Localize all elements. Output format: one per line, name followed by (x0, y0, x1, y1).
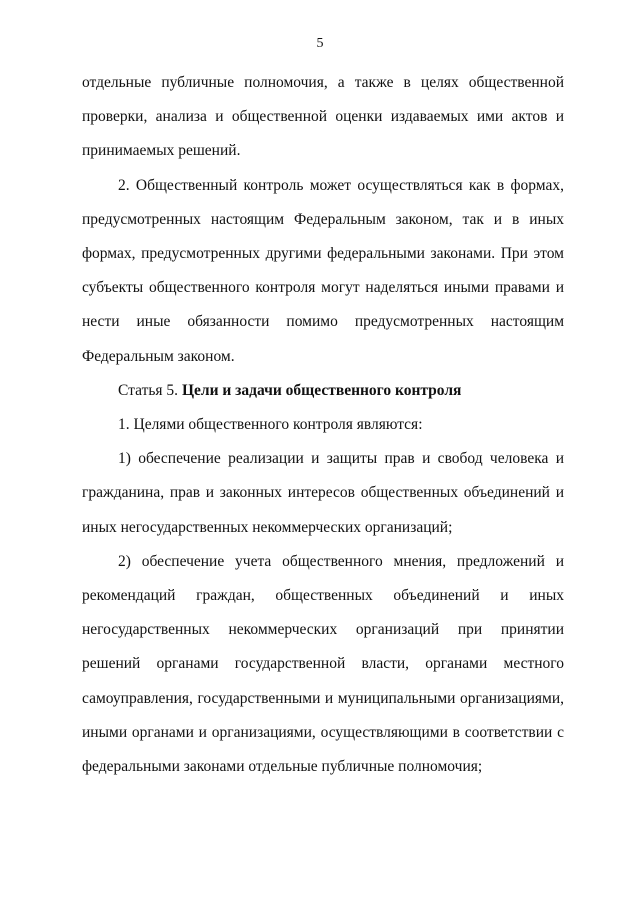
page-number: 5 (316, 36, 324, 51)
paragraph-goal-1: 1) обеспечение реализации и защиты прав и свобод человека и гражданина, прав и законных интересов общественных объединений и иных негосударственных некоммерческих организаций; (82, 450, 564, 536)
article-heading (82, 374, 564, 408)
paragraph-continuation: отдельные публичные полномочия, а также в целях общественной проверки, анализа и общественной оценки издаваемых ими актов и принимаемых решений. (82, 74, 564, 160)
article-title: Цели и задачи общественного контроля (181, 381, 462, 399)
paragraph-goals-intro: 1. Целями общественного контроля являются: (118, 416, 423, 434)
paragraph-item-2: 2. Общественный контроль может осуществляться как в формах, предусмотренных настоящим Федеральным законом, так и в иных формах, предусмотренных другими федеральными законами. При этом субъекты общественного контроля могут наделяться иными правами и нести иные обязанности помимо предусмотренных настоящим Федеральным законом. (82, 176, 564, 365)
paragraph-goal-2: 2) обеспечение учета общественного мнения, предложений и рекомендаций граждан, общественных объединений и иных негосударственных некоммерческих организаций при принятии решений органами государственной власти, органами местного самоуправления, государственными и муниципальными организациями, иными органами и организациями, осуществляющими в соответствии с федеральными законами отдельные публичные полномочия; (82, 552, 564, 776)
article-number: Статья 5. (118, 381, 182, 399)
document-body (82, 66, 564, 784)
